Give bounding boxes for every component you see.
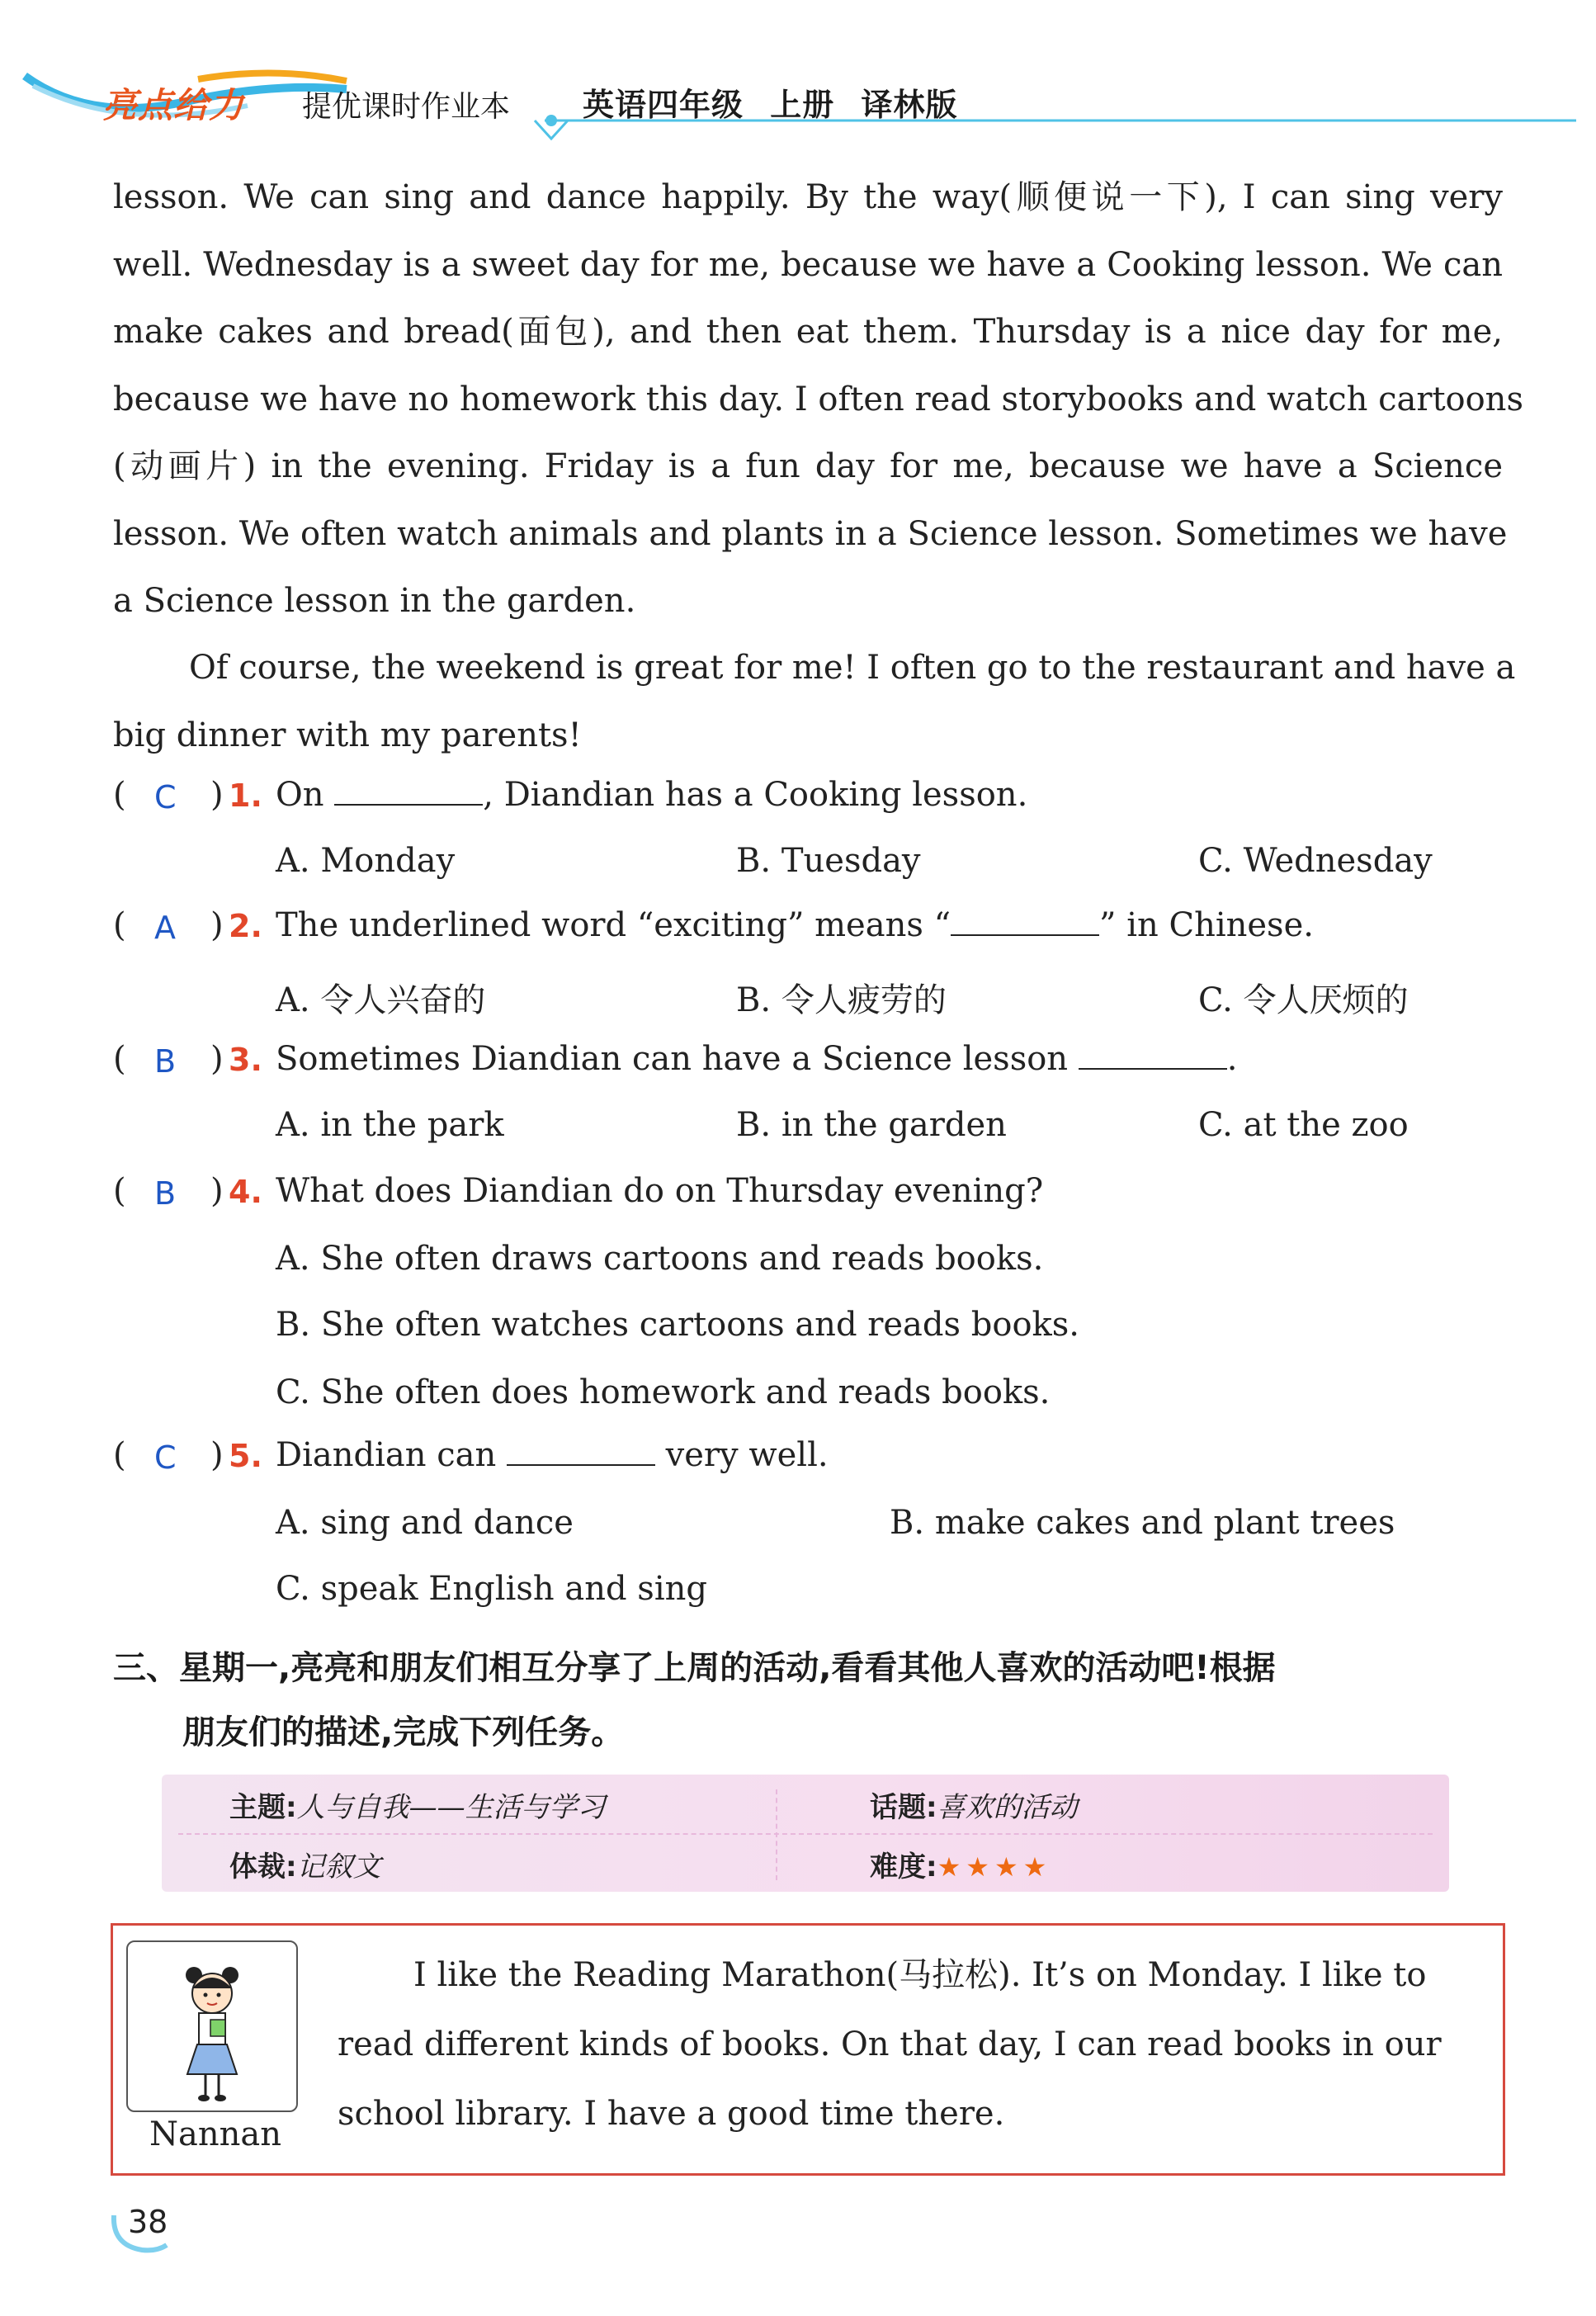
option-c[interactable]: C. Wednesday: [1198, 842, 1433, 880]
answer-blank[interactable]: [1079, 1040, 1227, 1070]
question-2: ( A ) 2. The underlined word “exciting” means “ ” in Chinese.: [113, 906, 1314, 946]
passage-line: Of course, the weekend is great for me! I often go to the restaurant and have a: [189, 649, 1516, 687]
brand-logo-text: 亮点给力: [102, 85, 245, 125]
option-b[interactable]: B. She often watches cartoons and reads books.: [276, 1306, 1080, 1344]
option-b[interactable]: B. in the garden: [736, 1106, 1007, 1144]
subject-title: 英语四年级 上册 译林版: [583, 87, 958, 123]
passage-line: a Science lesson in the garden.: [113, 582, 636, 620]
option-c[interactable]: C. She often does homework and reads books.: [276, 1373, 1051, 1411]
passage-line: (动画片) in the evening. Friday is a fun day for me, because we have a Science: [113, 447, 1503, 485]
option-c[interactable]: C. 令人厌烦的: [1198, 981, 1409, 1019]
description-line: I like the Reading Marathon(马拉松). It’s on Monday. I like to: [413, 1956, 1427, 1994]
question-stem: Diandian can very well.: [276, 1436, 829, 1474]
reading-passage-para2: [113, 635, 1516, 769]
genre-row: 体裁:记叙文: [229, 1850, 381, 1884]
question-number: 2.: [229, 908, 262, 944]
passage-line: big dinner with my parents!: [113, 716, 582, 754]
passage-line: well. Wednesday is a sweet day for me, because we have a Cooking lesson. We can: [113, 245, 1503, 284]
answer-mark: B: [154, 1175, 177, 1212]
answer-mark: A: [154, 910, 176, 946]
difficulty-stars-icon: ★★★★: [937, 1851, 1052, 1883]
passage-line: because we have no homework this day. I often read storybooks and watch cartoons: [113, 380, 1523, 418]
topic-row: 话题:喜欢的活动: [870, 1791, 1078, 1824]
avatar: [126, 1940, 298, 2112]
series-title: 提优课时作业本: [302, 90, 511, 124]
description-line: school library. I have a good time there.: [338, 2095, 1005, 2133]
answer-blank[interactable]: [951, 906, 1099, 936]
question-stem: On , Diandian has a Cooking lesson.: [276, 776, 1028, 814]
option-c[interactable]: C. at the zoo: [1198, 1106, 1409, 1144]
answer-mark: C: [154, 1439, 177, 1476]
option-b[interactable]: B. Tuesday: [736, 842, 921, 880]
answer-mark: C: [154, 779, 177, 815]
question-3: ( B ) 3. Sometimes Diandian can have a Science lesson .: [113, 1040, 1238, 1080]
description-line: read different kinds of books. On that day, I can read books in our: [338, 2025, 1442, 2063]
passage-line: lesson. We can sing and dance happily. By the way(顺便说一下), I can sing very: [113, 178, 1503, 216]
question-stem: The underlined word “exciting” means “ ” in Chinese.: [276, 906, 1314, 944]
option-a[interactable]: A. Monday: [276, 842, 456, 880]
activity-card-nannan: [111, 1923, 1505, 2176]
option-a[interactable]: A. 令人兴奋的: [276, 981, 486, 1019]
option-a[interactable]: A. She often draws cartoons and reads books.: [276, 1240, 1044, 1278]
section-3-instructions: [113, 1636, 1508, 1765]
reading-passage: [113, 164, 1523, 636]
question-number: 4.: [229, 1174, 262, 1210]
question-number: 3.: [229, 1042, 262, 1078]
option-a[interactable]: A. sing and dance: [276, 1504, 574, 1542]
page-number: 38: [128, 2204, 168, 2240]
question-stem: What does Diandian do on Thursday evening?: [276, 1172, 1044, 1210]
option-c[interactable]: C. speak English and sing: [276, 1570, 707, 1608]
activity-description: [338, 1940, 1470, 2148]
answer-blank[interactable]: [334, 776, 483, 806]
passage-line: make cakes and bread(面包), and then eat them. Thursday is a nice day for me,: [113, 313, 1503, 351]
person-name: Nannan: [149, 2115, 281, 2153]
question-1: ( C ) 1. On , Diandian has a Cooking lesson.: [113, 776, 1028, 815]
question-number: 1.: [229, 778, 262, 814]
band-divider: [178, 1833, 1433, 1835]
answer-blank[interactable]: [507, 1436, 655, 1466]
band-divider: [776, 1789, 777, 1880]
question-4: ( B ) 4. What does Diandian do on Thursday evening?: [113, 1172, 1044, 1212]
info-band: [162, 1775, 1449, 1892]
section-3-line: 三、星期一,亮亮和朋友们相互分享了上周的活动,看看其他人喜欢的活动吧!根据: [113, 1649, 1276, 1687]
difficulty-row: 难度:★★★★: [870, 1850, 1052, 1884]
page-header: [0, 0, 1596, 157]
section-3-line: 朋友们的描述,完成下列任务。: [182, 1713, 625, 1751]
question-stem: Sometimes Diandian can have a Science lesson .: [276, 1040, 1238, 1078]
question-number: 5.: [229, 1438, 262, 1474]
option-a[interactable]: A. in the park: [276, 1106, 504, 1144]
passage-line: lesson. We often watch animals and plants in a Science lesson. Sometimes we have: [113, 514, 1508, 553]
theme-row: 主题:人与自我——生活与学习: [229, 1791, 606, 1824]
option-b[interactable]: B. make cakes and plant trees: [890, 1504, 1395, 1542]
question-5: ( C ) 5. Diandian can very well.: [113, 1436, 829, 1476]
answer-mark: B: [154, 1043, 177, 1080]
girl-illustration-icon: [128, 1942, 296, 2110]
option-b[interactable]: B. 令人疲劳的: [736, 981, 947, 1019]
